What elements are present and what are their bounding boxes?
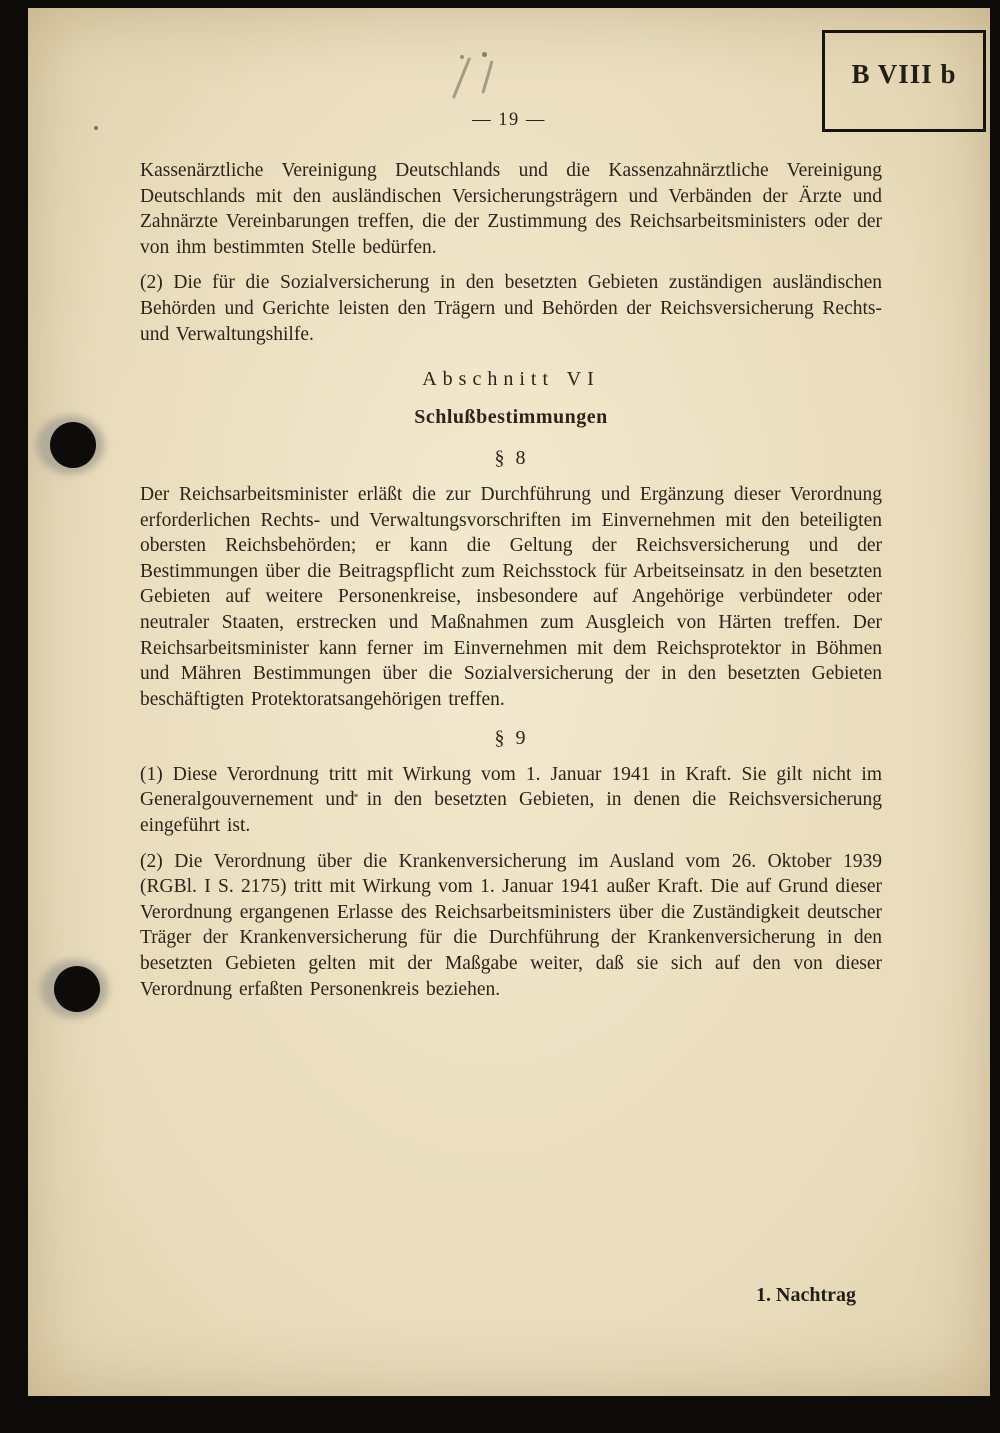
paragraph-9-text-1: (1) Diese Verordnung tritt mit Wirkung vom 1. Januar 1941 in Kraft. Sie gilt nicht im Generalgouvernement und in den besetzten Gebieten, in denen die Reichsversicherung eingeführt ist. xyxy=(140,763,882,837)
classification-label: B VIII b xyxy=(851,59,957,89)
punch-hole-top xyxy=(50,422,96,468)
paragraph-sign-8: § 8 xyxy=(494,447,528,470)
pencil-stroke xyxy=(452,57,471,99)
paragraph-sign-9: § 9 xyxy=(494,727,528,750)
section-subheading: Schlußbestimmungen xyxy=(414,405,608,428)
paper-speck xyxy=(460,55,464,59)
footer-note: 1. Nachtrag xyxy=(756,1284,856,1306)
document-body xyxy=(140,158,882,1012)
page-number: — 19 — xyxy=(472,110,546,130)
paragraph-2: (2) Die für die Sozialversicherung in den besetzten Gebieten zuständigen ausländischen Behörden und Gerichte leisten den Trägern und Behörden der Reichsversicherung Rechts- und Verwaltungshilfe. xyxy=(140,272,882,345)
document-page xyxy=(28,8,990,1396)
pencil-stroke xyxy=(481,60,493,94)
paragraph-9-text-2: (2) Die Verordnung über die Krankenversicherung im Ausland vom 26. Oktober 1939 (RGBl. I S. 2175) tritt mit Wirkung vom 1. Januar 1941 außer Kraft. Die auf Grund dieser Verordnung ergangenen Erlasse des Reichsarbeitsministers über die Zuständigkeit deutscher Träger der Krankenversicherung für die Durchführung der Krankenversicherung in den besetzten Gebieten gelten mit der Maßgabe weiter, daß sie sich auf den von dieser Verordnung erfaßten Personenkreis beziehen. xyxy=(140,850,882,1000)
paragraph-8-text: Der Reichsarbeitsminister erläßt die zur Durchführung und Ergänzung dieser Verordnung erforderlichen Rechts- und Verwaltungsvorschriften im Einvernehmen mit den beteiligten obersten Reichsbehörden; er kann die Geltung der Reichsversicherung und der Bestimmungen über die Beitragspflicht zum Reichsstock für Arbeitseinsatz in den besetzten Gebieten auf weitere Personenkreise, insbesondere auf Angehörige verbündeter oder neutraler Staaten, erstrecken und Maßnahmen zum Ausgleich von Härten treffen. Der Reichsarbeitsminister kann ferner im Einvernehmen mit dem Reichsprotektor in Böhmen und Mähren Bestimmungen über die Sozialversicherung der in den besetzten Gebieten beschäftigten Protektoratsangehörigen treffen. xyxy=(140,483,882,710)
pencil-dot xyxy=(482,52,487,57)
paper-speck xyxy=(94,126,98,130)
paragraph-continuation: Kassenärztliche Vereinigung Deutschlands und die Kassenzahnärztliche Vereinigung Deutschlands mit den ausländischen Versicherungsträgern und Verbänden der Ärzte und Zahnärzte Vereinbarungen treffen, die der Zustimmung des Reichsarbeitsministers oder der von ihm bestimmten Stelle bedürfen. xyxy=(140,160,882,258)
section-heading: Abschnitt VI xyxy=(422,368,600,391)
punch-hole-bottom xyxy=(54,966,100,1012)
handwritten-mark xyxy=(428,48,518,108)
